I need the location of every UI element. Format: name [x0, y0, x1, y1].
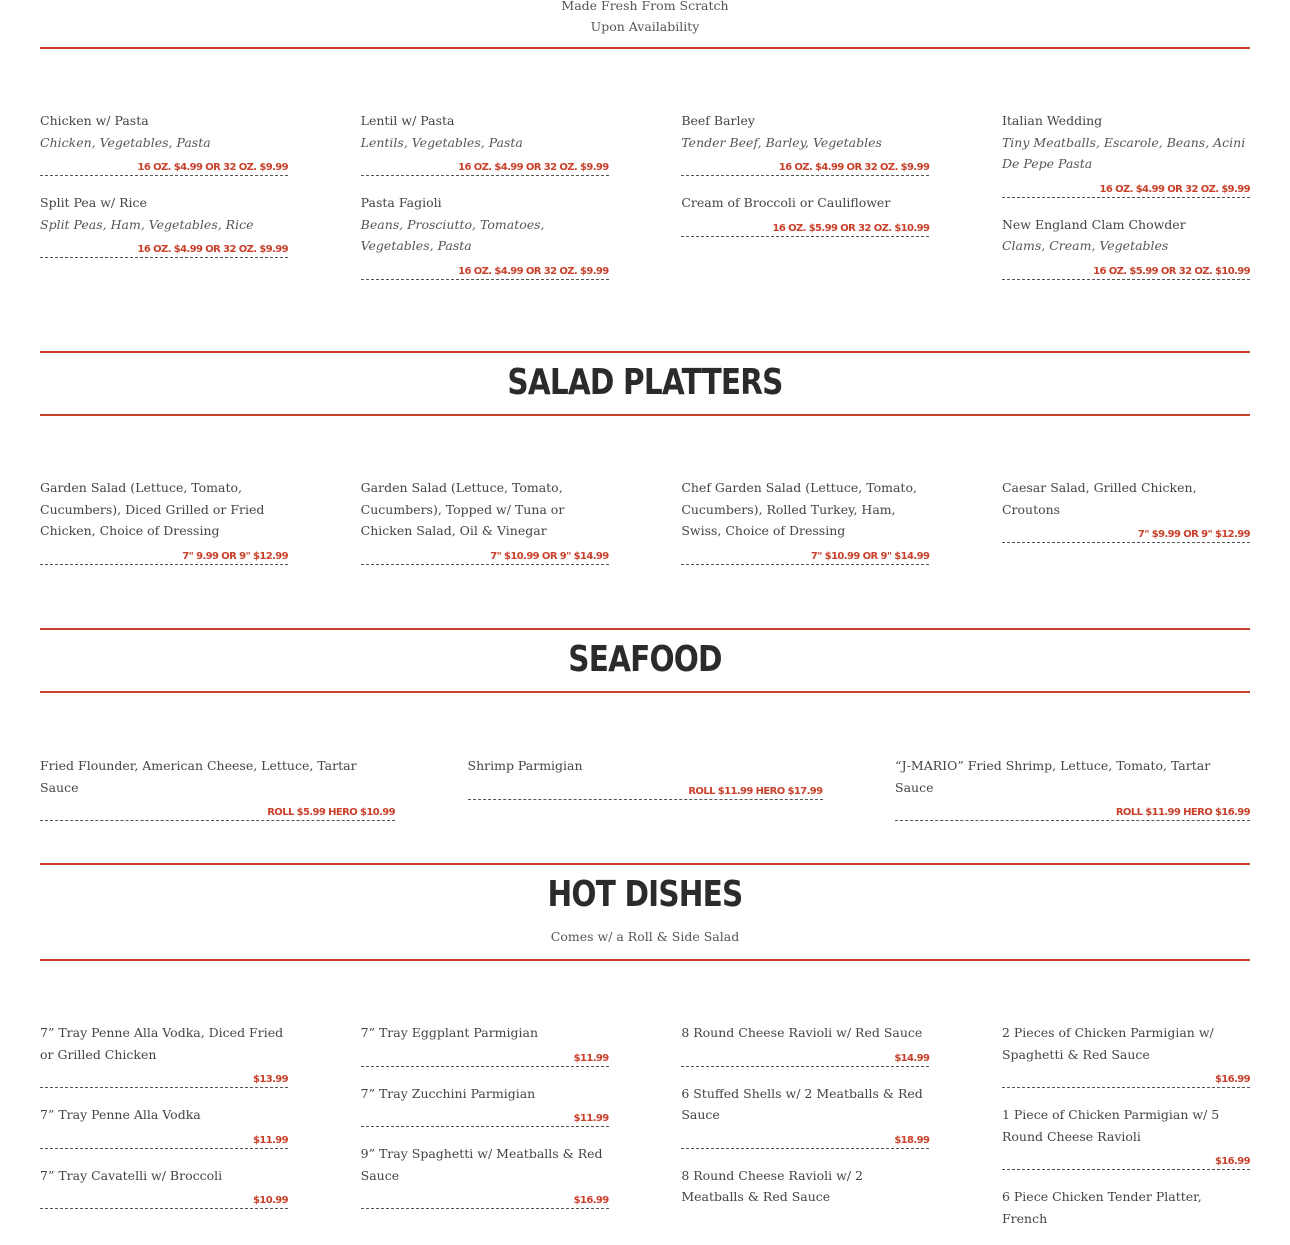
- section-divider: [40, 863, 1250, 865]
- menu-item: [681, 192, 929, 237]
- menu-item: [40, 477, 288, 565]
- menu-item: [1002, 214, 1250, 280]
- item-price: $10.99: [40, 1194, 288, 1209]
- section-divider: [40, 691, 1250, 693]
- item-description: Clams, Cream, Vegetables: [1001, 238, 1169, 253]
- menu-item: [1002, 477, 1250, 543]
- item-price: 16 OZ. $5.99 OR 32 OZ. $10.99: [681, 222, 929, 237]
- item-price: 16 OZ. $4.99 OR 32 OZ. $9.99: [40, 243, 288, 258]
- item-price: $16.99: [361, 1194, 609, 1209]
- item-name: 7” Tray Zucchini Parmigian: [360, 1085, 536, 1101]
- menu-item: [361, 477, 609, 565]
- item-name: Cream of Broccoli or Cauliflower: [681, 195, 891, 210]
- item-description: Split Peas, Ham, Vegetables, Rice: [40, 216, 254, 232]
- item-name: Garden Salad (Lettuce, Tomato, Cucumbers), Topped w/ Tuna or Chicken Salad, Oil & Vinegar: [360, 480, 565, 538]
- item-name: 8 Round Cheese Ravioli w/ 2 Meatballs & Red Sauce: [681, 1167, 863, 1204]
- section-title-hot-dishes: HOT DISHES: [547, 874, 743, 915]
- item-price: $16.99: [1002, 1073, 1250, 1088]
- item-price: 7" $10.99 OR 9" $14.99: [361, 550, 609, 565]
- item-name: Chicken w/ Pasta: [40, 113, 149, 128]
- menu-item: [1002, 1022, 1250, 1088]
- item-price: ROLL $5.99 HERO $10.99: [40, 806, 395, 821]
- item-price: $11.99: [361, 1052, 609, 1067]
- seafood-grid: [40, 755, 1250, 837]
- item-name: 7” Tray Eggplant Parmigian: [360, 1025, 539, 1040]
- item-name: Pasta Fagioli: [360, 195, 442, 210]
- menu-item: [681, 1083, 929, 1149]
- item-description: Chicken, Vegetables, Pasta: [40, 134, 211, 150]
- item-name: 2 Pieces of Chicken Parmigian w/ Spaghetti & Red Sauce: [1001, 1025, 1214, 1062]
- item-name: 7” Tray Cavatelli w/ Broccoli: [40, 1167, 223, 1183]
- item-name: 6 Stuffed Shells w/ 2 Meatballs & Red Sauce: [681, 1085, 923, 1122]
- item-description: Lentils, Vegetables, Pasta: [360, 134, 523, 150]
- item-price: ROLL $11.99 HERO $16.99: [895, 806, 1250, 821]
- menu-item: [1002, 110, 1250, 198]
- menu-item: [40, 755, 395, 821]
- item-name: Split Pea w/ Rice: [40, 195, 147, 210]
- section-divider: [40, 47, 1250, 49]
- menu-item: [1002, 1186, 1250, 1229]
- menu-item: [40, 1022, 288, 1088]
- item-price: $11.99: [40, 1134, 288, 1149]
- menu-item: [681, 1165, 929, 1208]
- menu-item: [1002, 1104, 1250, 1170]
- item-price: 7" $10.99 OR 9" $14.99: [681, 550, 929, 565]
- menu-column: [468, 755, 823, 837]
- hot-dishes-subtitle: Comes w/ a Roll & Side Salad: [550, 929, 740, 944]
- menu-column: [40, 755, 395, 837]
- menu-item: [895, 755, 1250, 821]
- menu-item: [361, 1083, 609, 1128]
- item-price: $14.99: [681, 1052, 929, 1067]
- item-price: 16 OZ. $4.99 OR 32 OZ. $9.99: [681, 161, 929, 176]
- soups-subtitle-2: Upon Availability: [590, 19, 700, 34]
- item-description: Beans, Prosciutto, Tomatoes, Vegetables, Pasta: [360, 216, 545, 253]
- menu-item: [361, 1143, 609, 1209]
- hot-dishes-subtitle-block: [40, 926, 1250, 947]
- item-price: $18.99: [681, 1134, 929, 1149]
- menu-item: [681, 1022, 929, 1067]
- item-name: Chef Garden Salad (Lettuce, Tomato, Cucumbers), Rolled Turkey, Ham, Swiss, Choice of Dressing: [681, 480, 917, 538]
- menu-item: [681, 477, 929, 565]
- item-name: 8 Round Cheese Ravioli w/ Red Sauce: [681, 1025, 923, 1040]
- item-name: 6 Piece Chicken Tender Platter, French: [1001, 1189, 1202, 1226]
- item-name: 1 Piece of Chicken Parmigian w/ 5 Round Cheese Ravioli: [1001, 1107, 1220, 1144]
- item-price: 16 OZ. $4.99 OR 32 OZ. $9.99: [361, 265, 609, 280]
- menu-item: [361, 110, 609, 176]
- item-name: Shrimp Parmigian: [467, 758, 583, 773]
- soups-grid: [40, 110, 1250, 296]
- item-name: Lentil w/ Pasta: [360, 113, 455, 128]
- menu-item: [40, 1104, 288, 1149]
- item-price: $13.99: [40, 1073, 288, 1088]
- item-name: Beef Barley: [681, 113, 755, 128]
- menu-column: [681, 110, 929, 296]
- section-divider: [40, 351, 1250, 353]
- item-price: $16.99: [1002, 1155, 1250, 1170]
- salad-grid: [40, 477, 1250, 581]
- item-price: $11.99: [361, 1112, 609, 1127]
- menu-column: [40, 477, 288, 581]
- item-name: Fried Flounder, American Cheese, Lettuce, Tartar Sauce: [40, 758, 357, 795]
- item-description: Tiny Meatballs, Escarole, Beans, Acini De Pepe Pasta: [1001, 134, 1246, 171]
- section-divider: [40, 628, 1250, 630]
- menu-column: [40, 1022, 288, 1245]
- menu-item: [468, 755, 823, 800]
- menu-column: [1002, 1022, 1250, 1245]
- item-description: Tender Beef, Barley, Vegetables: [681, 134, 882, 150]
- menu-item: [40, 192, 288, 258]
- item-price: 16 OZ. $4.99 OR 32 OZ. $9.99: [1002, 183, 1250, 198]
- item-price: 16 OZ. $4.99 OR 32 OZ. $9.99: [361, 161, 609, 176]
- section-divider: [40, 959, 1250, 961]
- menu-column: [361, 110, 609, 296]
- item-price: 7" $9.99 OR 9" $12.99: [1002, 528, 1250, 543]
- item-price: 16 OZ. $5.99 OR 32 OZ. $10.99: [1002, 265, 1250, 280]
- item-name: 9” Tray Spaghetti w/ Meatballs & Red Sauce: [360, 1146, 603, 1183]
- item-price: ROLL $11.99 HERO $17.99: [468, 785, 823, 800]
- menu-item: [361, 1022, 609, 1067]
- menu-item: [40, 1165, 288, 1210]
- menu-column: [361, 1022, 609, 1245]
- menu-column: [1002, 110, 1250, 296]
- item-name: New England Clam Chowder: [1001, 216, 1186, 232]
- hot-dishes-grid: [40, 1022, 1250, 1245]
- soups-subtitle-block: [40, 0, 1250, 37]
- menu-column: [1002, 477, 1250, 581]
- soups-subtitle-1: Made Fresh From Scratch: [561, 0, 729, 13]
- item-name: Garden Salad (Lettuce, Tomato, Cucumbers), Diced Grilled or Fried Chicken, Choice of Dressing: [40, 480, 265, 538]
- menu-column: [681, 477, 929, 581]
- section-divider: [40, 414, 1250, 416]
- menu-column: [681, 1022, 929, 1245]
- item-name: Italian Wedding: [1001, 113, 1103, 128]
- item-price: 7" 9.99 OR 9" $12.99: [40, 550, 288, 565]
- item-name: Caesar Salad, Grilled Chicken, Croutons: [1001, 480, 1197, 517]
- menu-column: [895, 755, 1250, 837]
- item-name: “J-MARIO” Fried Shrimp, Lettuce, Tomato, Tartar Sauce: [895, 758, 1211, 795]
- item-name: 7” Tray Penne Alla Vodka, Diced Fried or Grilled Chicken: [40, 1025, 284, 1062]
- menu-item: [681, 110, 929, 176]
- menu-column: [361, 477, 609, 581]
- section-title-seafood: SEAFOOD: [568, 639, 722, 680]
- menu-column: [40, 110, 288, 296]
- item-name: 7” Tray Penne Alla Vodka: [40, 1107, 201, 1122]
- section-title-salad-platters: SALAD PLATTERS: [507, 362, 783, 403]
- menu-item: [40, 110, 288, 176]
- item-price: 16 OZ. $4.99 OR 32 OZ. $9.99: [40, 161, 288, 176]
- menu-item: [361, 192, 609, 280]
